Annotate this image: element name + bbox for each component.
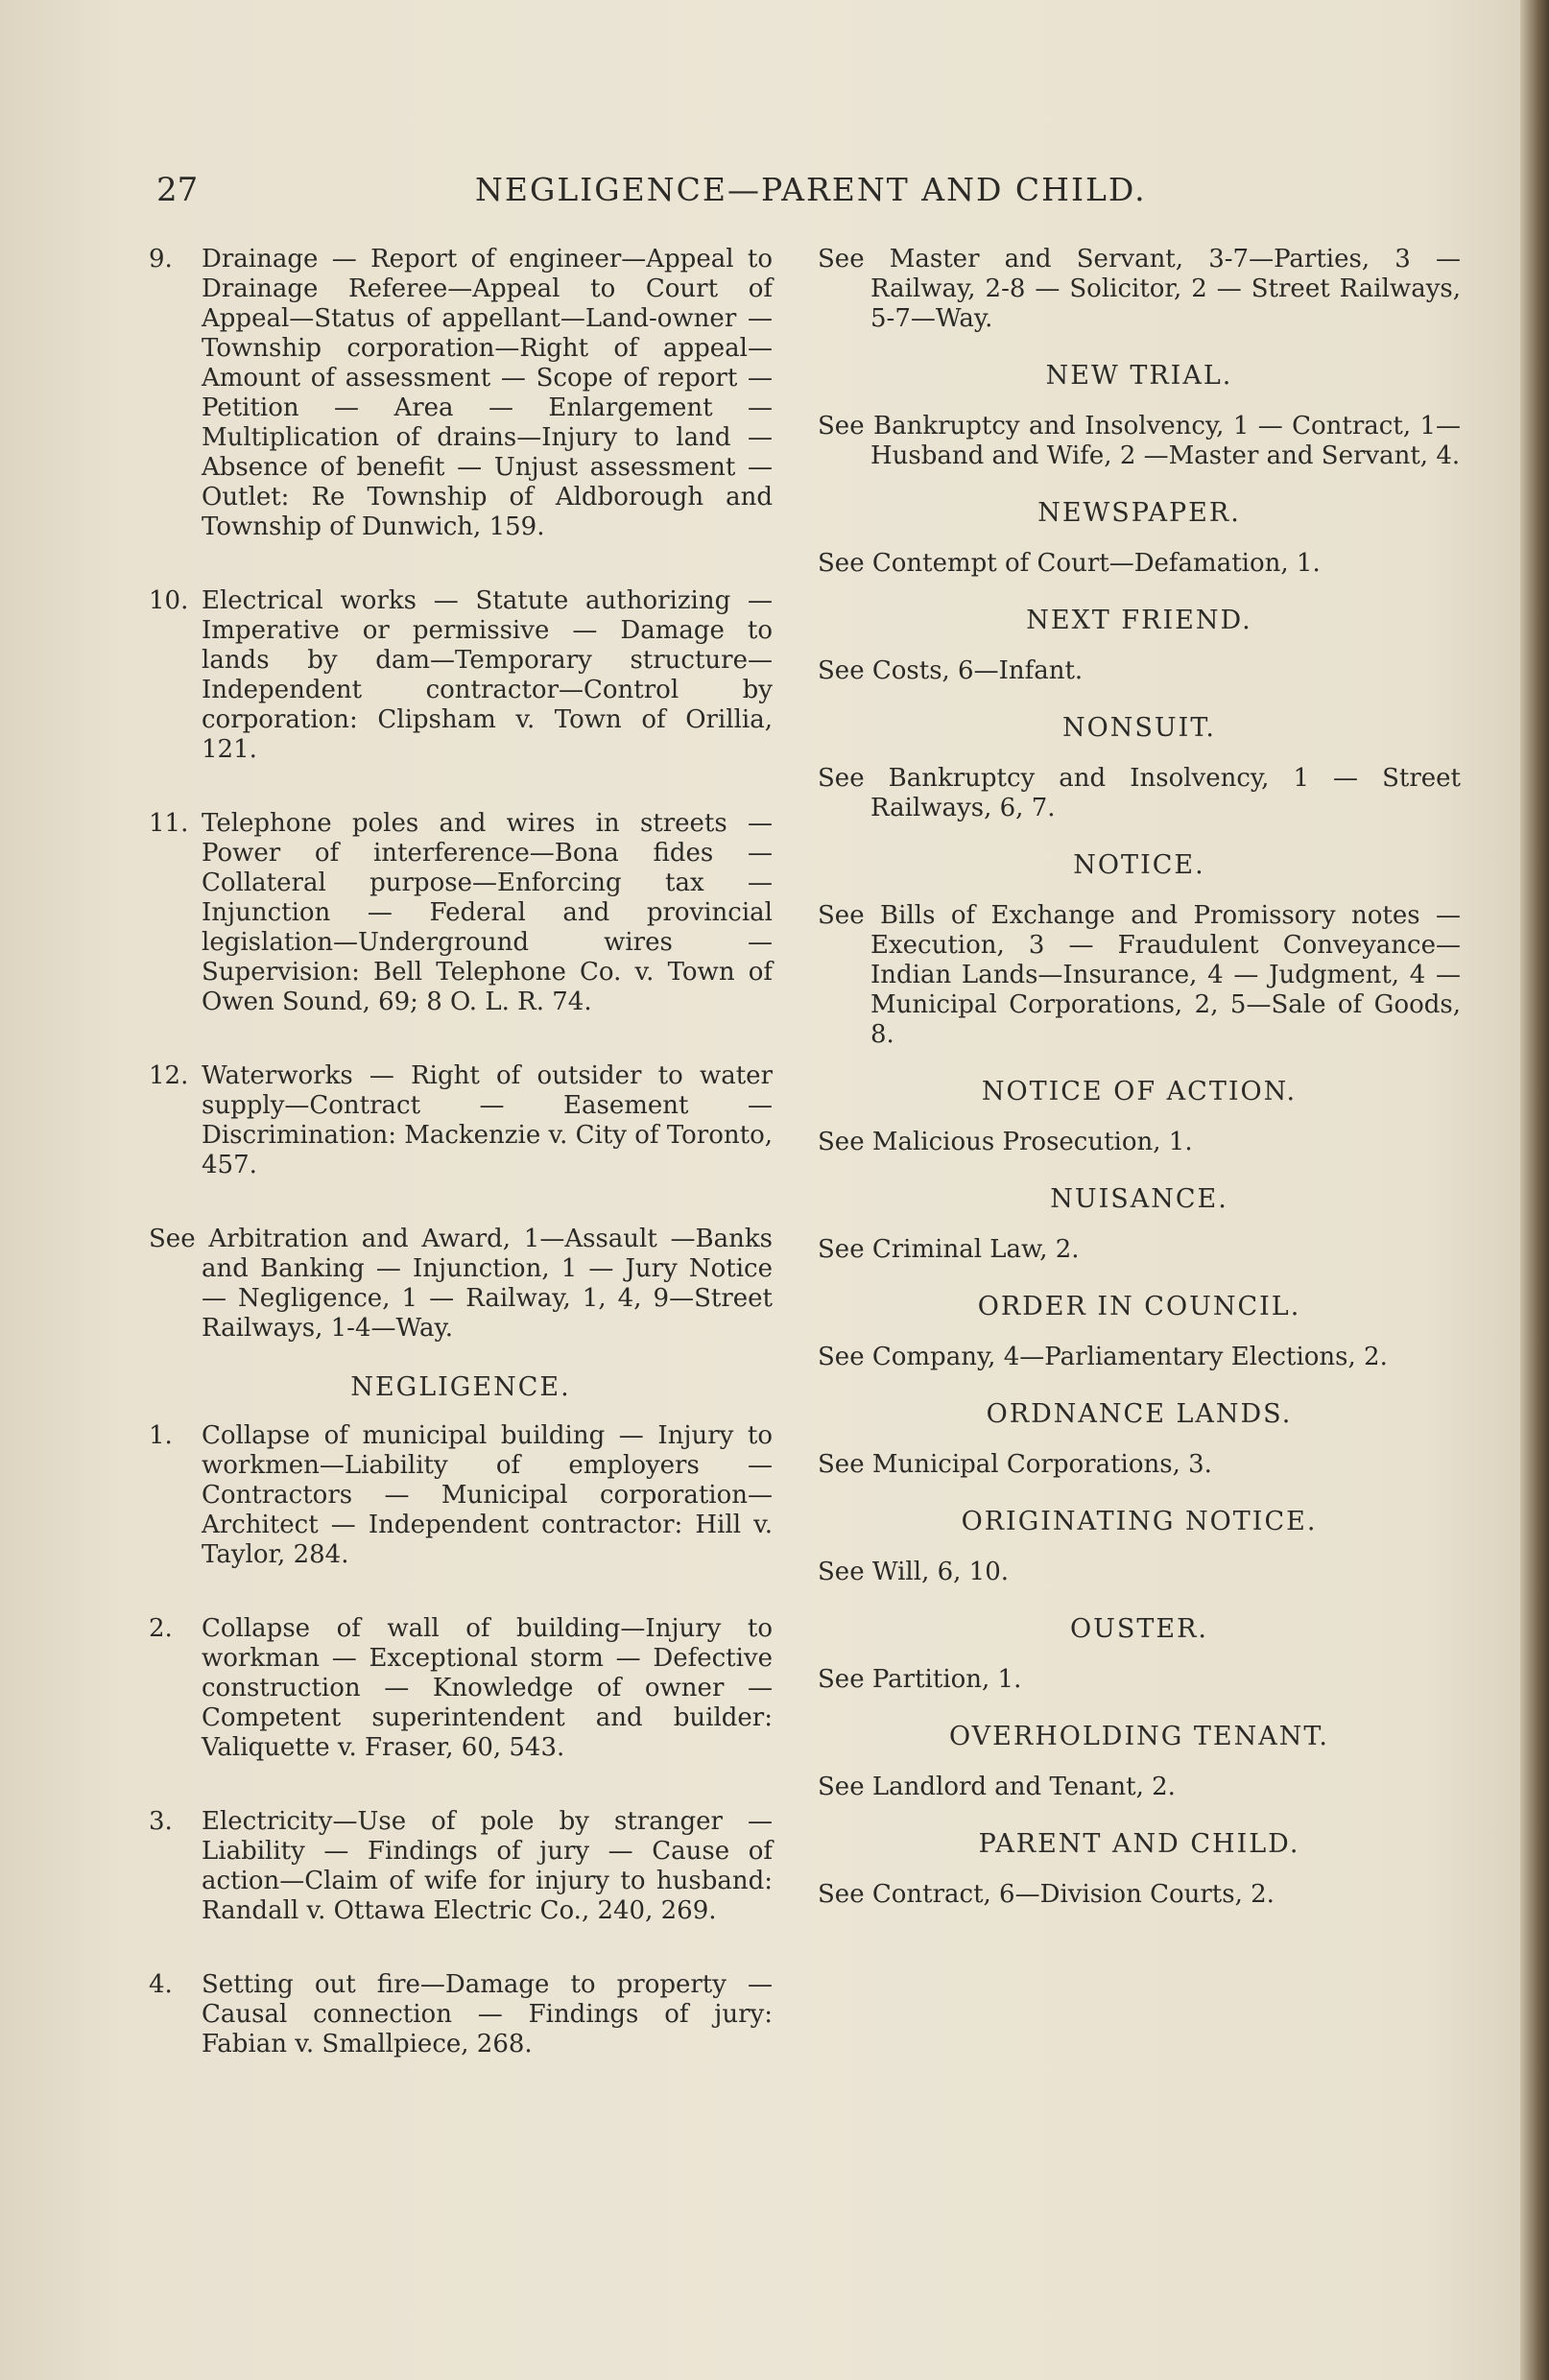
- entry-number: 3.: [149, 1807, 173, 1836]
- digest-entry: [149, 1614, 773, 1763]
- left-column: [149, 245, 773, 2104]
- entry-number: 10.: [149, 586, 189, 615]
- entry-number: 2.: [149, 1614, 173, 1643]
- page-number: 27: [156, 171, 199, 209]
- cross-reference: See Bankruptcy and Insolvency, 1 — Contract, 1—Husband and Wife, 2 —Master and Servant, 4.: [818, 412, 1461, 470]
- section-heading: NEW TRIAL.: [1045, 361, 1233, 391]
- section-heading: NOTICE.: [1073, 850, 1205, 880]
- section-heading: OVERHOLDING TENANT.: [949, 1722, 1329, 1751]
- cross-reference: See Contempt of Court—Defamation, 1.: [818, 549, 1321, 578]
- entry-text: Telephone poles and wires in streets —Power of interference—Bona fides —Collateral purpose—Enforcing tax — Injunction — Federal and provincial legislation—Underground wires — Supervision: Bell Telephone Co. v. Town of Owen Sound, 69; 8 O. L. R. 74.: [202, 809, 773, 1016]
- section-heading: PARENT AND CHILD.: [978, 1829, 1300, 1859]
- cross-reference: See Criminal Law, 2.: [818, 1235, 1080, 1264]
- entry-text: Collapse of municipal building — Injury to workmen—Liability of employers — Contractors — Municipal corporation—Architect — Independent contractor: Hill v. Taylor, 284.: [202, 1421, 773, 1569]
- entry-number: 9.: [149, 245, 173, 274]
- cross-reference: See Contract, 6—Division Courts, 2.: [818, 1880, 1275, 1909]
- cross-reference: See Malicious Prosecution, 1.: [818, 1128, 1193, 1156]
- section-heading: NONSUIT.: [1062, 713, 1216, 743]
- cross-reference: See Will, 6, 10.: [818, 1558, 1010, 1586]
- entry-number: 1.: [149, 1421, 173, 1450]
- section-heading: OUSTER.: [1069, 1614, 1209, 1644]
- section-heading: NUISANCE.: [1050, 1184, 1228, 1214]
- cross-reference: See Arbitration and Award, 1—Assault —Banks and Banking — Injunction, 1 — Jury Notice — Negligence, 1 — Railway, 1, 4, 9—Street Railways, 1-4—Way.: [149, 1225, 773, 1343]
- digest-entry: [149, 1807, 773, 1926]
- page-header: [0, 171, 1549, 219]
- digest-entry: [149, 586, 773, 765]
- entry-number: 11.: [149, 809, 189, 838]
- running-title: NEGLIGENCE—PARENT AND CHILD.: [475, 171, 1147, 208]
- entry-text: Setting out fire—Damage to property — Causal connection — Findings of jury: Fabian v. Smallpiece, 268.: [202, 1970, 773, 2059]
- entry-text: Collapse of wall of building—Injury to workman — Exceptional storm — Defective construction — Knowledge of owner — Competent superintendent and builder: Valiquette v. Fraser, 60, 543.: [202, 1614, 773, 1762]
- cross-reference: See Landlord and Tenant, 2.: [818, 1773, 1176, 1801]
- section-heading: NEGLIGENCE.: [350, 1372, 571, 1402]
- entry-text: Electricity—Use of pole by stranger —Liability — Findings of jury — Cause of action—Claim of wife for injury to husband: Randall v. Ottawa Electric Co., 240, 269.: [202, 1807, 773, 1925]
- entry-text: Waterworks — Right of outsider to water supply—Contract — Easement — Discrimination: Mackenzie v. City of Toronto, 457.: [202, 1061, 773, 1179]
- book-spine-edge: [1520, 0, 1549, 2380]
- cross-reference: See Bankruptcy and Insolvency, 1 — Street Railways, 6, 7.: [818, 764, 1461, 822]
- section-heading: NOTICE OF ACTION.: [981, 1077, 1298, 1107]
- cross-reference: See Company, 4—Parliamentary Elections, 2.: [818, 1343, 1388, 1371]
- cross-reference: See Master and Servant, 3-7—Parties, 3 — Railway, 2-8 — Solicitor, 2 — Street Railways, 5-7—Way.: [818, 245, 1461, 333]
- cross-reference: See Bills of Exchange and Promissory notes — Execution, 3 — Fraudulent Conveyance—Indian Lands—Insurance, 4 — Judgment, 4 — Municipal Corporations, 2, 5—Sale of Goods, 8.: [818, 901, 1461, 1049]
- digest-entry: [149, 1970, 773, 2059]
- entry-text: Electrical works — Statute authorizing — Imperative or permissive — Damage to lands by dam—Temporary structure—Independent contractor—Control by corporation: Clipsham v. Town of Orillia, 121.: [202, 586, 773, 764]
- digest-entry: [149, 245, 773, 542]
- cross-reference: See Costs, 6—Infant.: [818, 656, 1084, 685]
- digest-entry: [149, 1421, 773, 1570]
- entry-number: 12.: [149, 1061, 189, 1090]
- entry-text: Drainage — Report of engineer—Appeal to Drainage Referee—Appeal to Court of Appeal—Status of appellant—Land-owner — Township corporation—Right of appeal—Amount of assessment — Scope of report — Petition — Area — Enlargement — Multiplication of drains—Injury to land — Absence of benefit — Unjust assessment — Outlet: Re Township of Aldborough and Township of Dunwich, 159.: [202, 245, 773, 541]
- section-heading: NEWSPAPER.: [1037, 498, 1241, 528]
- digest-entry: [149, 1061, 773, 1180]
- entry-number: 4.: [149, 1970, 173, 1999]
- digest-entry: [149, 809, 773, 1017]
- section-heading: ORDER IN COUNCIL.: [977, 1292, 1301, 1321]
- cross-reference: See Partition, 1.: [818, 1665, 1022, 1694]
- section-heading: ORIGINATING NOTICE.: [961, 1507, 1318, 1536]
- section-heading: ORDNANCE LANDS.: [986, 1399, 1293, 1429]
- section-heading: NEXT FRIEND.: [1026, 606, 1252, 635]
- right-column: [818, 245, 1461, 1917]
- cross-reference: See Municipal Corporations, 3.: [818, 1450, 1212, 1479]
